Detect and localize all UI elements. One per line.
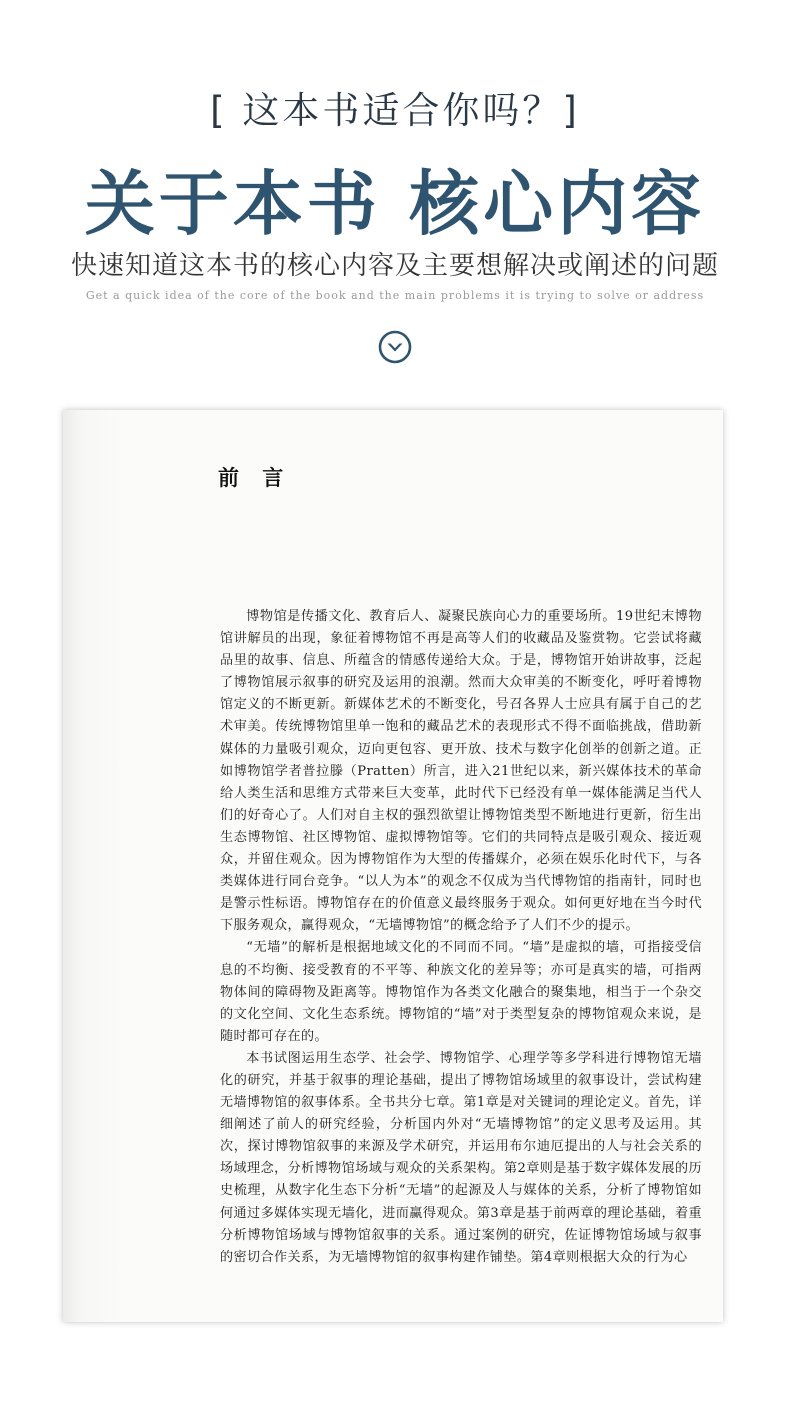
subtitle: 快速知道这本书的核心内容及主要想解决或阐述的问题 (70, 251, 719, 281)
question-title: [ 这本书适合你吗？] (210, 89, 580, 132)
main-title: 关于本书 核心内容 (84, 162, 706, 245)
english-subtitle: Get a quick idea of the core of the book and the main problems it is trying to solve or address (85, 289, 705, 302)
page-title: 前 言 (218, 466, 292, 490)
chevron-down-circle-icon[interactable] (378, 330, 412, 364)
paragraph: 本书试图运用生态学、社会学、博物馆学、心理学等多学科进行博物馆无墙化的研究，并基于叙事的理论基础，提出了博物馆场域里的叙事设计，尝试构建无墙博物馆的叙事体系。全书共分七章。第1章是对关键词的理论定义。首先，详细阐述了前人的研究经验，分析国内外对“无墙博物馆”的定义思考及运用。其次，探讨博物馆叙事的来源及学术研究，并运用布尔迪厄提出的人与社会关系的场域理念，分析博物馆场域与观众的关系架构。第2章则是基于数字媒体发展的历史梳理，从数字化生态下分析“无墙”的起源及人与媒体的关系，分析了博物馆如何通过多媒体实现无墙化，进而赢得观众。第3章是基于前两章的理论基础，着重分析博物馆场域与博物馆叙事的关系。通过案例的研究，佐证博物馆场域与叙事的密切合作关系，为无墙博物馆的叙事构建作铺垫。第4章则根据大众的行为心 (220, 1050, 702, 1265)
preface-body (220, 606, 702, 1269)
paragraph: “无墙”的解析是根据地域文化的不同而不同。“墙”是虚拟的墙，可指接受信息的不均衡、接受教育的不平等、种族文化的差异等；亦可是真实的墙，可指两物体间的障碍物及距离等。博物馆作为各类文化融合的聚集地，相当于一个杂交的文化空间、文化生态系统。博物馆的“墙”对于类型复杂的博物馆观众来说，是随时都可存在的。 (220, 940, 702, 1044)
paragraph: 博物馆是传播文化、教育后人、凝聚民族向心力的重要场所。19世纪末博物馆讲解员的出现，象征着博物馆不再是高等人们的收藏品及鉴赏物。它尝试将藏品里的故事、信息、所蕴含的情感传递给大众。于是，博物馆开始讲故事，泛起了博物馆展示叙事的研究及运用的浪潮。然而大众审美的不断变化，呼吁着博物馆定义的不断更新。新媒体艺术的不断变化，号召各界人士应具有属于自己的艺术审美。传统博物馆里单一饱和的藏品艺术的表现形式不得不面临挑战，借助新媒体的力量吸引观众，迈向更包容、更开放、技术与数字化创举的创新之道。正如博物馆学者普拉滕（Pratten）所言，进入21世纪以来，新兴媒体技术的革命给人类生活和思维方式带来巨大变革，此时代下已经没有单一媒体能满足当代人们的好奇心了。人们对自主权的强烈欲望让博物馆类型不断地进行更新，衍生出生态博物馆、社区博物馆、虚拟博物馆等。它们的共同特点是吸引观众、接近观众，并留住观众。因为博物馆作为大型的传播媒介，必须在娱乐化时代下，与各类媒体进行同台竞争。“以人为本”的观念不仅成为当代博物馆的指南针，同时也是警示性标语。博物馆存在的价值意义最终服务于观众。如何更好地在当今时代下服务观众，赢得观众，“无墙博物馆”的概念给予了人们不少的提示。 (220, 609, 702, 934)
intro-header (0, 0, 790, 400)
book-page-scan (63, 410, 723, 1322)
